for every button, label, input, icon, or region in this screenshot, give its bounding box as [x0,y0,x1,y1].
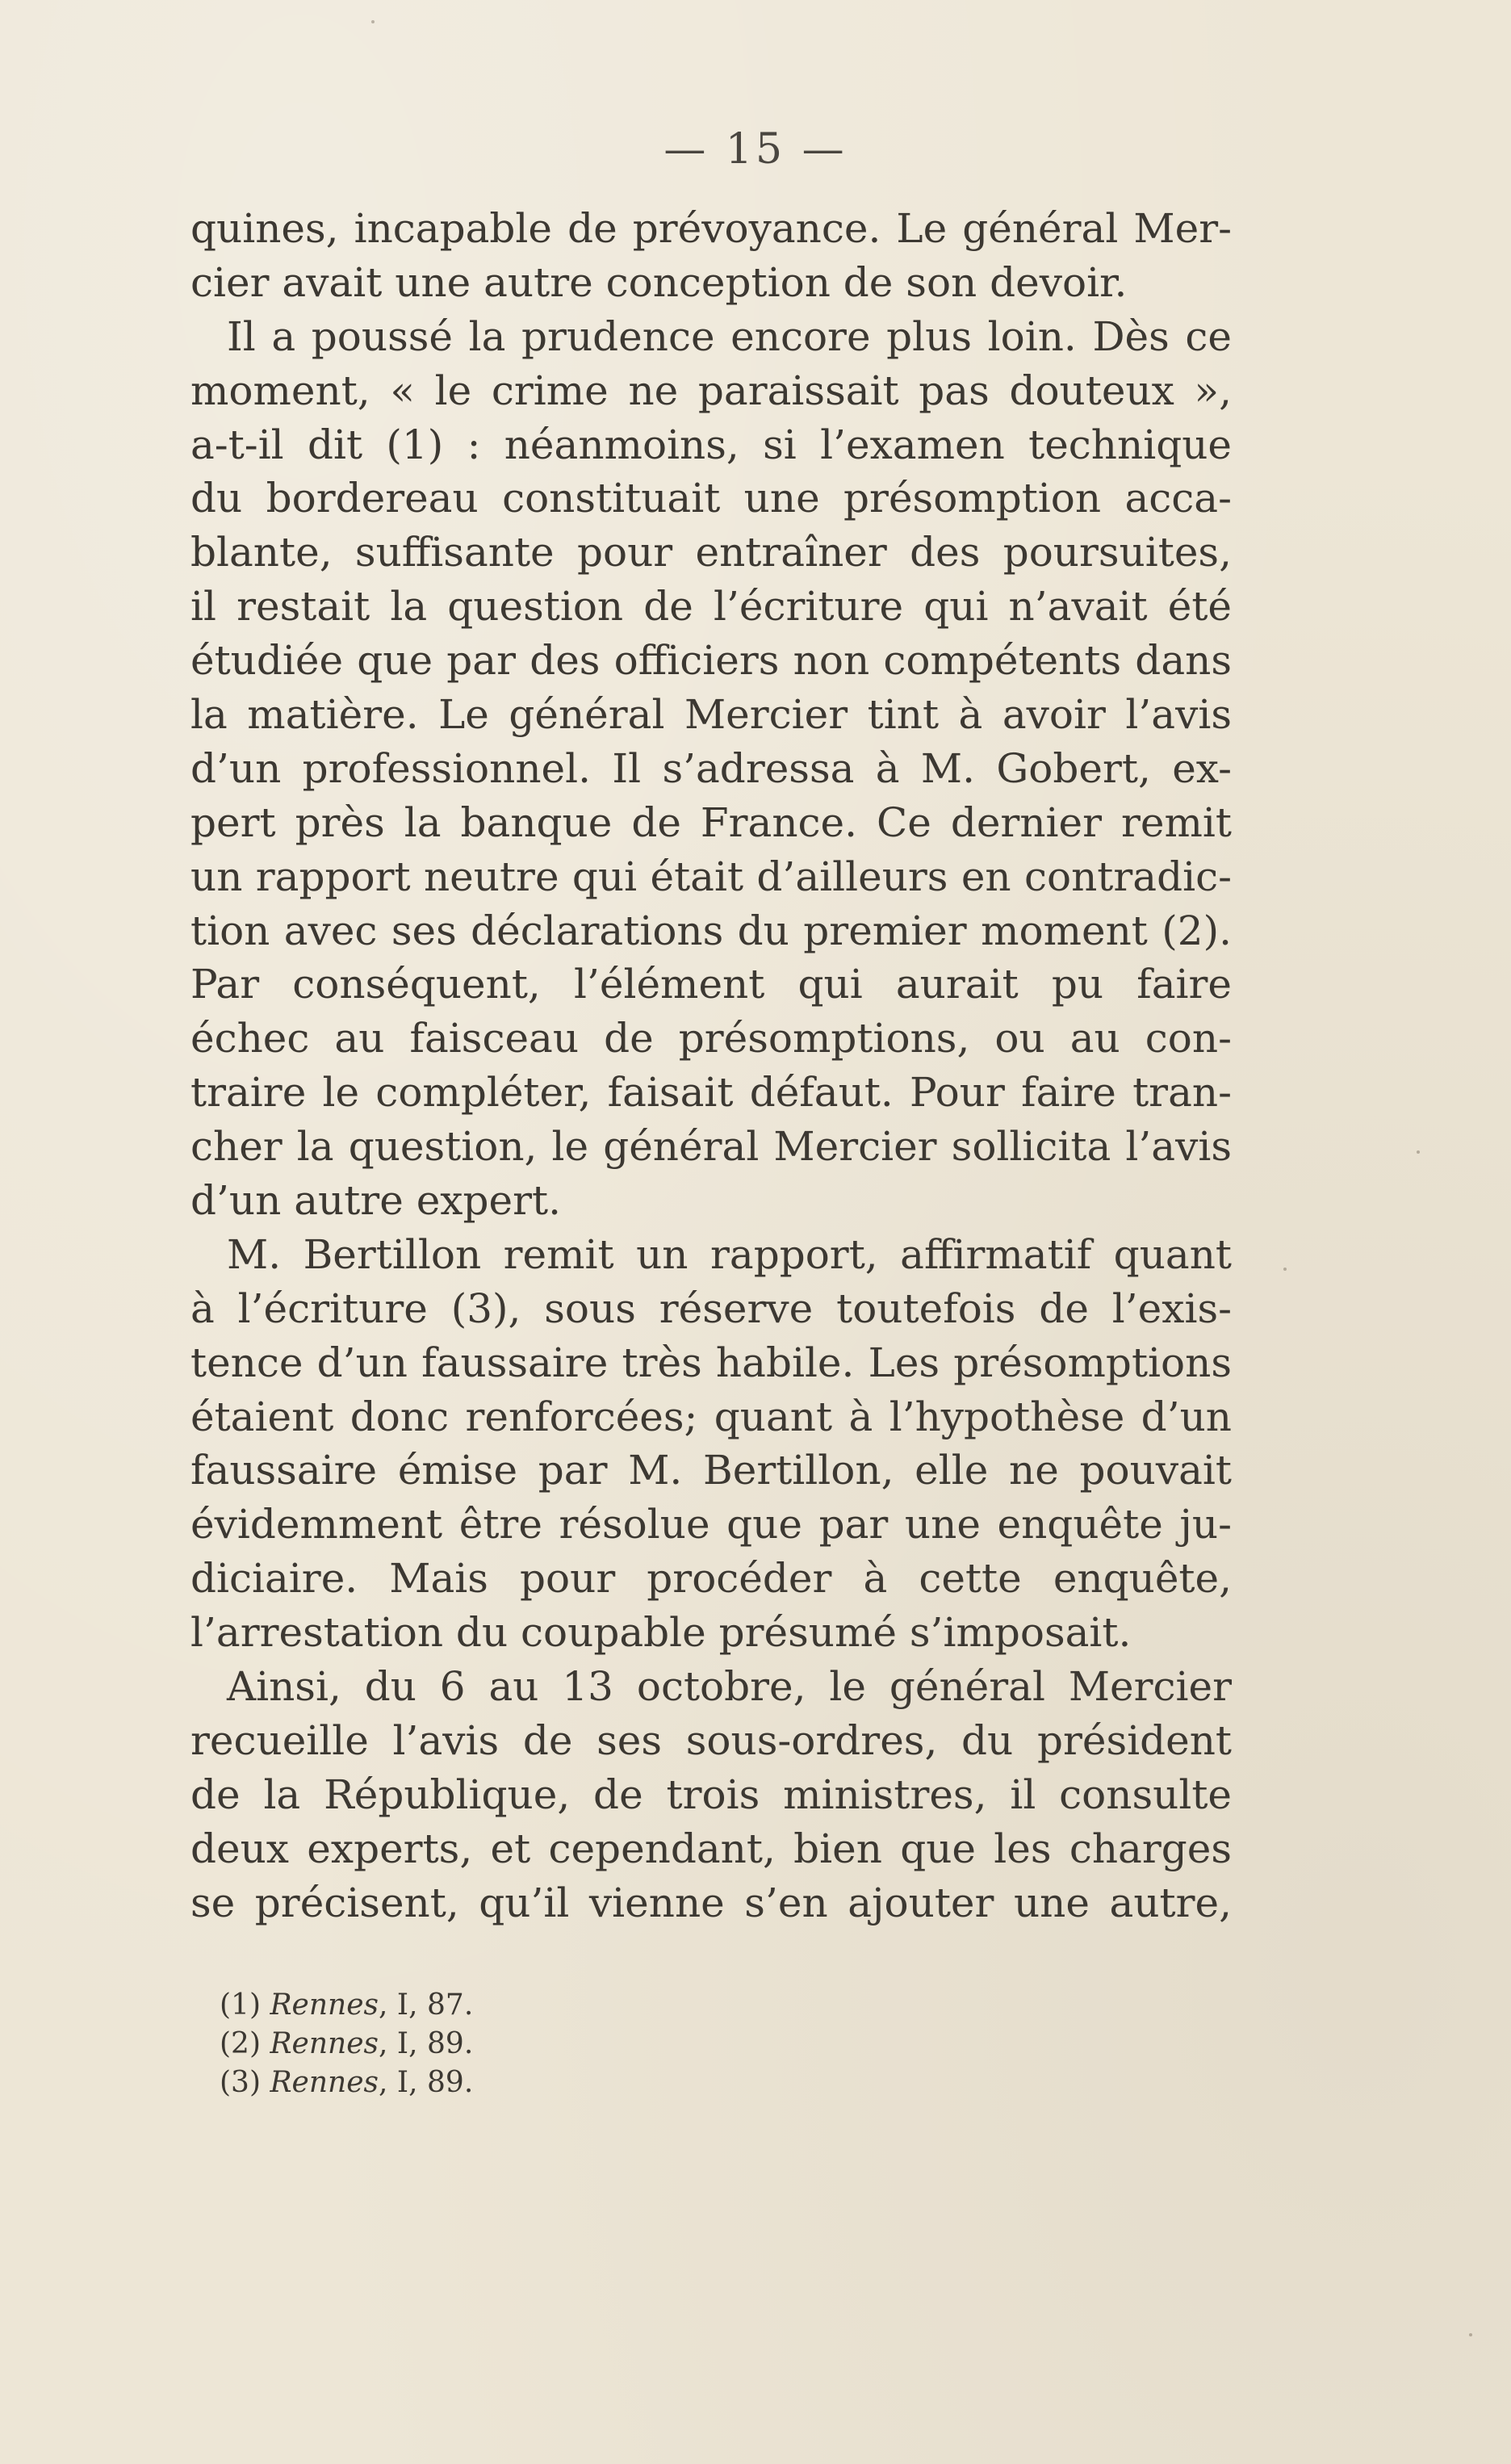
text-line: Par conséquent, l’élément qui aurait pu faire [190,961,1232,1008]
text-line: cher la question, le général Mercier sollicita l’avis [190,1123,1232,1171]
text-line: étudiée que par des officiers non compétents dans [190,637,1232,685]
text-line: se précisent, qu’il vienne s’en ajouter une autre, [190,1879,1232,1926]
text-line: recueille l’avis de ses sous-ordres, du président [190,1716,1232,1764]
footnote-source: Rennes [270,2027,379,2060]
footnotes [220,1986,946,2102]
footnote [220,2064,946,2102]
paper-speck [1469,2333,1472,2336]
text-line: diciaire. Mais pour procéder à cette enquête, [190,1555,1232,1603]
body-text [190,202,1232,1930]
text-line: M. Bertillon remit un rapport, affirmatif quant [227,1230,1232,1278]
paper-speck [1417,1150,1420,1154]
text-line: un rapport neutre qui était d’ailleurs en contradic- [190,853,1232,900]
text-line: cier avait une autre conception de son devoir. [190,258,1128,306]
text-line: l’arrestation du coupable présumé s’imposait. [190,1609,1132,1657]
footnote-mark: (1) [220,1988,261,2022]
text-line: tion avec ses déclarations du premier moment (2). [190,907,1232,954]
text-line: a-t-il dit (1) : néanmoins, si l’examen technique [190,421,1232,468]
text-line: deux experts, et cependant, bien que les charges [190,1825,1232,1872]
text-line: la matière. Le général Mercier tint à avoir l’avis [190,691,1232,739]
footnote-mark: (2) [220,2027,261,2060]
text-line: étaient donc renforcées; quant à l’hypothèse d’un [190,1393,1232,1440]
text-line: à l’écriture (3), sous réserve toutefois de l’exis- [190,1284,1232,1332]
text-line: d’un autre expert. [190,1177,561,1225]
text-line: échec au faisceau de présomptions, ou au con- [190,1015,1232,1062]
text-line: tence d’un faussaire très habile. Les présomptions [190,1339,1232,1386]
footnote-source: Rennes [270,2066,379,2099]
text-line: Ainsi, du 6 au 13 octobre, le général Mercier [227,1663,1232,1711]
text-line: pert près la banque de France. Ce dernier remit [190,798,1232,846]
text-line: moment, « le crime ne paraissait pas douteux », [190,367,1232,414]
page-number: — 15 — [663,125,848,174]
footnote [220,2025,946,2064]
text-line: quines, incapable de prévoyance. Le général Mer- [190,205,1232,252]
footnote [220,1986,946,2025]
footnote-ref: , I, 89. [379,2066,474,2099]
footnote-ref: , I, 87. [379,1988,474,2022]
footnote-source: Rennes [270,1988,379,2022]
text-line: faussaire émise par M. Bertillon, elle ne pouvait [190,1447,1232,1494]
text-line: Il a poussé la prudence encore plus loin. Dès ce [227,312,1232,360]
text-line: d’un professionnel. Il s’adressa à M. Gobert, ex- [190,744,1232,792]
footnote-ref: , I, 89. [379,2027,474,2060]
text-line: blante, suffisante pour entraîner des poursuites, [190,529,1232,576]
text-line: évidemment être résolue que par une enquête ju- [190,1501,1232,1548]
paper-speck [1283,1268,1287,1271]
text-line: de la République, de trois ministres, il consulte [190,1770,1232,1818]
text-line: du bordereau constituait une présomption acca- [190,475,1232,522]
text-line: traire le compléter, faisait défaut. Pour faire tran- [190,1069,1232,1117]
text-line: il restait la question de l’écriture qui n’avait été [190,583,1232,631]
paper-speck [371,20,375,23]
footnote-mark: (3) [220,2066,261,2099]
